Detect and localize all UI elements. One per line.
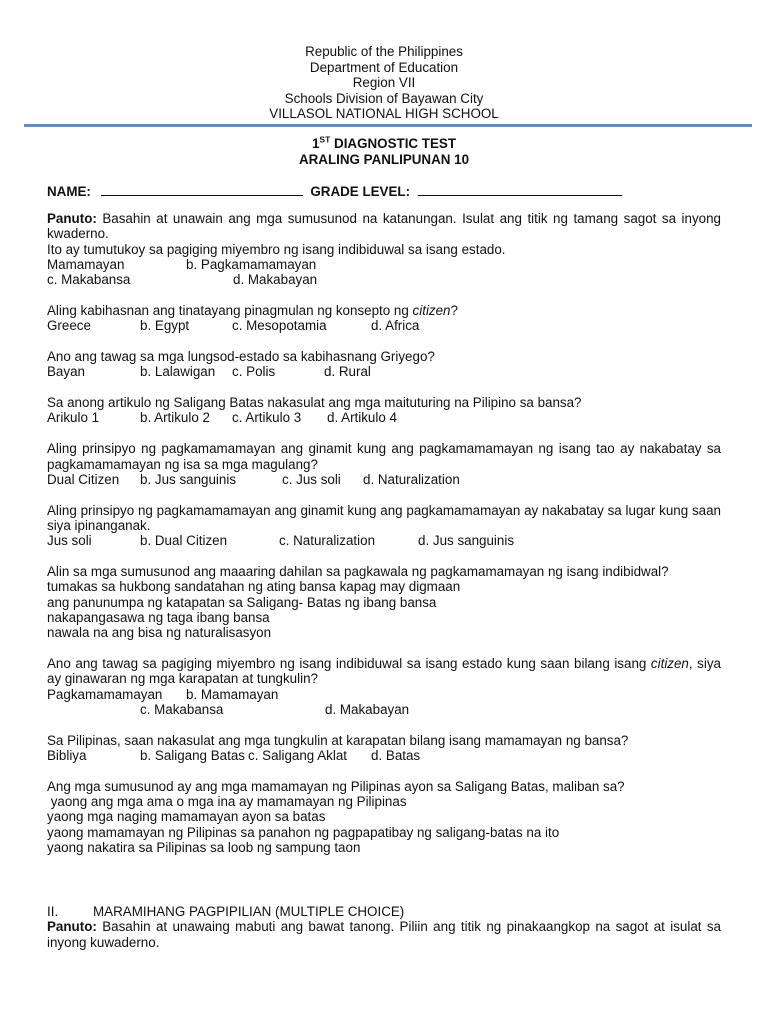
question-6 [47,503,721,549]
choice: yaong nakatira sa Pilipinas sa loob ng sampung taon [47,840,361,855]
question-text-emphasis: citizen [412,302,451,318]
question-2 [47,303,721,334]
section-2-heading [47,904,721,919]
option: Jus soli [47,533,92,549]
option: d. Naturalization [363,471,460,487]
question-10 [47,779,721,855]
option: b. Lalawigan [140,364,216,380]
question-text-emphasis: citizen [650,656,689,672]
option: d. Rural [324,364,371,380]
question-9 [47,733,721,764]
option: c. Saligang Aklat [248,748,348,764]
question-text [47,303,721,318]
header-school: VILLASOL NATIONAL HIGH SCHOOL [269,106,499,122]
question-3 [47,349,721,380]
header-divider [24,124,752,127]
grade-level-blank[interactable] [418,183,622,196]
options-line [47,410,721,425]
option: d. Africa [371,318,420,334]
question-text: Aling prinsipyo ng pagkamamamayan ang ginamit kung ang pagkamamamayan ay nakabatay sa lugar kung saan siya ipinanganak. [47,502,721,533]
option: b. Dual Citizen [140,533,228,549]
question-text: Ano ang tawag sa mga lungsod-estado sa kabihasnang Griyego? [47,349,435,365]
option: d. Batas [371,748,421,764]
option: d. Artikulo 4 [327,410,397,426]
test-title [47,136,721,152]
choice: yaong mga naging mamamayan ayon sa batas [47,809,326,825]
question-text: Aling prinsipyo ng pagkamamamayan ang ginamit kung ang pagkamamamayan ng isang tao ay nakabatay sa pagkamamamayan ng isa sa mga magulang? [47,441,721,472]
instructions-label: Panuto: [47,211,97,226]
question-5 [47,441,721,487]
question-8 [47,656,721,717]
option: b. Egypt [140,318,190,334]
question-text: Sa anong artikulo ng Saligang Batas nakasulat ang mga maituturing na Pilipino sa bansa? [47,395,582,411]
choice: nakapangasawa ng taga ibang bansa [47,609,270,625]
option: Dual Citizen [47,471,120,487]
choice: nawala na ang bisa ng naturalisasyon [47,625,272,641]
option: d. Jus sanguinis [418,533,515,549]
options-line [47,364,721,379]
question-text: Ang mga sumusunod ay ang mga mamamayan ng Pilipinas ayon sa Saligang Batas, maliban sa? [47,778,625,794]
test-title-text: DIAGNOSTIC TEST [330,136,457,151]
document-header [47,44,721,122]
header-division: Schools Division of Bayawan City [284,90,484,106]
option: d. Makabayan [233,272,318,288]
question-text: Alin sa mga sumusunod ang maaaring dahilan sa pagkawala ng pagkamamamayan ng isang indibidwal? [47,564,669,580]
option: Pagkamamamayan [47,686,163,702]
question-text: Ito ay tumutukoy sa pagiging miyembro ng isang indibiduwal sa isang estado. [47,241,506,257]
question-7 [47,564,721,640]
option: b. Jus sanguinis [140,471,237,487]
choice: yaong ang mga ama o mga ina ay mamamayan ng Pilipinas [47,794,407,810]
options-line [47,472,721,487]
option: c. Mesopotamia [232,318,327,334]
name-blank[interactable] [101,183,303,196]
section-2-instructions-text: Basahin at unawaing mabuti ang bawat tanong. Piliin ang titik ng pinakaangkop na sagot at isulat sa inyong kuwaderno. [47,919,721,950]
option: b. Pagkamamamayan [186,256,317,272]
options-line [47,257,721,272]
test-ordinal-suffix: ST [319,134,331,145]
question-text: Sa Pilipinas, saan nakasulat ang mga tungkulin at karapatan bilang isang mamamayan ng bansa? [47,732,629,748]
instructions [47,211,721,242]
option: b. Saligang Batas [140,748,245,764]
section-2-title: MARAMIHANG PAGPIPILIAN (MULTIPLE CHOICE) [93,904,405,919]
question-text-part: , siya ay ginawaran ng mga karapatan at tungkulin? [47,656,721,687]
option: Greece [47,318,91,334]
option: c. Naturalization [279,533,376,549]
choice: tumakas sa hukbong sandatahan ng ating bansa kapag may digmaan [47,579,461,595]
option: c. Makabansa [47,272,131,288]
question-text-part: Aling kabihasnan ang tinatayang pinagmulan ng konsepto ng [47,302,413,318]
option: c. Polis [232,364,276,380]
options-line [47,533,721,548]
header-region: Region VII [352,75,416,91]
header-department: Department of Education [309,59,459,75]
grade-level-label: GRADE LEVEL: [310,184,411,199]
option: c. Artikulo 3 [232,410,302,426]
name-grade-row [47,183,622,199]
option: b. Mamamayan [186,686,279,702]
options-line [47,318,721,333]
option: b. Artikulo 2 [140,410,210,426]
question-text-part: ? [450,302,458,318]
question-4 [47,395,721,426]
test-titles [47,136,721,168]
section-2 [47,904,721,950]
option: c. Jus soli [282,471,341,487]
test-subject: ARALING PANLIPUNAN 10 [298,152,470,167]
name-label: NAME: [47,184,91,199]
options-line [47,702,721,717]
choice: yaong mamamayan ng Pilipinas sa panahon ng pagpapatibay ng saligang-batas na ito [47,824,560,840]
question-1 [47,242,721,288]
choice: ang panunumpa ng katapatan sa Saligang- Batas ng ibang bansa [47,594,437,610]
option: Bayan [47,364,85,380]
option: Bibliya [47,748,87,764]
options-line [47,748,721,763]
option: d. Makabayan [325,701,410,717]
test-ordinal: 1 [311,136,320,151]
section-2-instructions [47,919,721,950]
options-line [47,272,721,287]
question-text-part: Ano ang tawag sa pagiging miyembro ng isang indibiduwal sa isang estado kung saan bilang isang [47,656,651,672]
option: Mamamayan [47,256,125,272]
section-2-number: II. [47,904,59,919]
header-republic: Republic of the Philippines [305,44,463,59]
section-2-instructions-label: Panuto: [47,919,97,935]
option: Arikulo 1 [47,410,100,426]
option: c. Makabansa [140,701,224,717]
options-line [47,687,721,702]
test-body [47,211,721,871]
question-text [47,656,721,687]
instructions-text: Basahin at unawain ang mga sumusunod na katanungan. Isulat ang titik ng tamang sagot sa inyong kwaderno. [47,211,721,242]
